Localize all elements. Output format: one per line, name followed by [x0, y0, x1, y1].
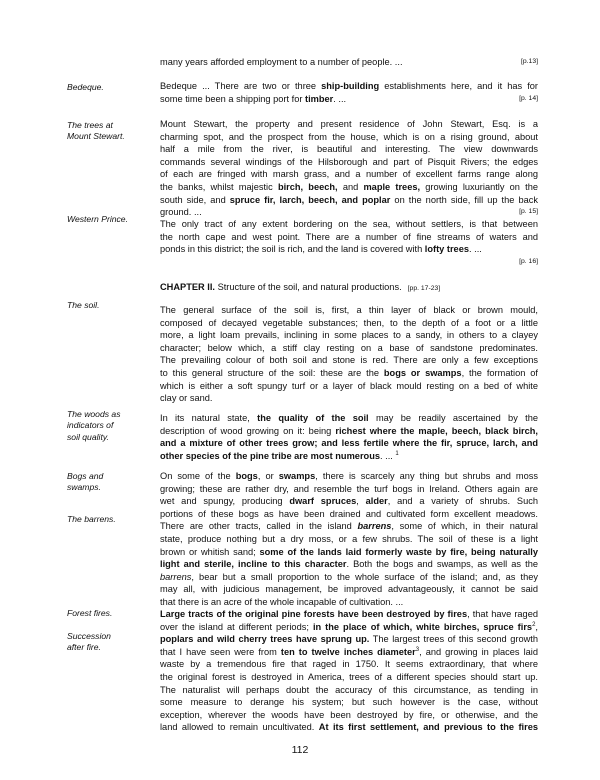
page-reference: [p. 14] — [519, 94, 538, 102]
page-reference: [p.13] — [520, 58, 538, 65]
paragraph-mount-stewart: Mount Stewart, the property and present residence of John Stewart, Esq. is a charming spot, and the prospect from the house, which is on a rising ground, about half a mile from the river, is beautiful and interesting. The view downwards commands several windings of the Hilsborough and part of Pisquit Rivers; the edges of each are fringed with marsh grass, and a number of excellent farms range along the banks, whilst majestic birch, beech, and maple trees, growing luxuriantly on the south side, and spruce fir, larch, beech, and poplar on the north side, fill up the back ground. ... [p. 15] — [160, 119, 538, 218]
margin-note-bedeque: Bedeque. — [67, 82, 104, 92]
margin-note-bogs-swamps: Bogs and swamps. — [67, 471, 104, 493]
paragraph-forest-fires: Large tracts of the original pine forests have been destroyed by fires, that have raged over the island at different periods; in the place of which, white birches, spruce firs$^2$, poplars and wild cherry trees have sprung up. The largest trees of this second growth that I have seen were from ten to twelve inches diameter$^3$, and growing in places laid waste by a tremendous fire that raged in 1750. It seems extraordinary, that where the original forest is destroyed in America, trees of a different species should start up. The naturalist will perhaps doubt the accuracy of this circumstance, as tending in some measure to derange his system; but such however is the case, without exception, wherever the woods have been destroyed by fire, or otherwise, and the land allowed to remain uncultivated. At its first settlement, and previous to the fires — [160, 609, 538, 733]
footnote-marker: 3 — [415, 646, 420, 653]
page-number: 112 — [291, 744, 309, 756]
footnote-marker: 2 — [532, 621, 536, 628]
margin-note-soil: The soil. — [67, 300, 100, 310]
page-reference: [p. 15] — [519, 208, 538, 216]
margin-note-succession: Succession after fire. — [67, 631, 111, 653]
chapter-heading: CHAPTER II. Structure of the soil, and natural productions. [pp. 17-23] — [160, 282, 441, 292]
footnote-marker: 1 — [395, 450, 399, 457]
margin-note-trees-mount-stewart: The trees at Mount Stewart. — [67, 120, 125, 142]
margin-note-western-prince: Western Prince. — [67, 214, 128, 224]
page-reference: [p. 16] — [519, 257, 538, 265]
paragraph-bedeque: Bedeque ... There are two or three ship-building establishments here, and it has for some time been a shipping port for timber. ... [p. 14] — [160, 81, 538, 104]
paragraph-continuation: many years afforded employment to a number of people. ... [p.13] — [160, 57, 538, 67]
paragraph-western-prince: The only tract of any extent bordering on the sea, without settlers, is that between the north cape and west point. There are a number of fine streams of waters and ponds in this district; the soil is rich, and the land is covered with lofty trees. ... [p. 16] — [160, 218, 538, 268]
margin-note-forest-fires: Forest fires. — [67, 608, 113, 618]
paragraph-soil: The general surface of the soil is, first, a thin layer of black or brown mould, composed of decayed vegetable substances; then, to the depth of a foot or a little more, a light loam prevails, inclining in some places to a sandy, in others to a clayey character; below which, a stiff clay resting on a base of sandstone predominates. The prevailing colour of both soil and stone is red. There are only a few exceptions to this general structure of the soil: these are the bogs or swamps, the formation of which is either a soft spungy turf or a layer of black mould resting on a bed of white clay or sand. — [160, 305, 538, 404]
margin-note-woods-indicators: The woods as indicators of soil quality. — [67, 409, 121, 442]
paragraph-bogs-barrens: On some of the bogs, or swamps, there is scarcely any thing but shrubs and moss growing; these are rather dry, and resemble the turf bogs in Ireland. Others again are wet and spungy, producing dwarf spruces, alder, and a variety of shrubs. Such portions of these bogs as have been drained and cultivated form excellent meadows. There are other tracts, called in the island barrens, some of which, in their natural state, produce nothing but a dry moss, or a few shrubs. The soil of these is a light brown or whitish sand; some of the lands laid formerly waste by fire, being naturally light and sterile, incline to this character. Both the bogs and swamps, as well as the barrens, bear but a small proportion to the whole surface of the island; and, as they may all, with judicious management, be improved advantageously, it cannot be said that there is an acre of the whole incapable of cultivation. ... — [160, 471, 538, 607]
margin-note-barrens: The barrens. — [67, 514, 116, 524]
paragraph-woods-quality: In its natural state, the quality of the soil may be readily ascertained by the description of wood growing on it: being richest where the maple, beech, black birch, and a mixture of other trees grow; and less fertile where the fir, spruce, larch, and other species of the pine tribe are most numerous. ... $^1$ — [160, 413, 538, 461]
